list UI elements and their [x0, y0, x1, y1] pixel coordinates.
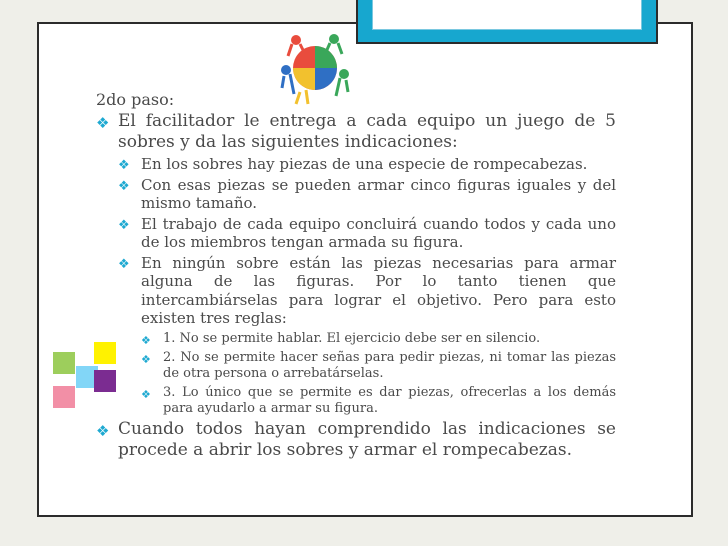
square-bullet-icon: ❖ — [96, 421, 110, 440]
square-bullet-icon: ❖ — [141, 333, 151, 347]
bullet-text: Con esas piezas se pueden armar cinco figuras iguales y del mismo tamaño. — [141, 175, 616, 212]
bullet-item-level-2 — [96, 155, 616, 174]
bullet-item-level-3 — [96, 350, 616, 382]
bullet-list — [96, 111, 616, 461]
square-bullet-icon: ❖ — [118, 158, 130, 173]
bullet-item-level-3 — [96, 385, 616, 417]
square-bullet-icon: ❖ — [96, 114, 110, 132]
slide-content — [96, 90, 616, 461]
bullet-text: 3. Lo único que se permite es dar piezas, ofrecerlas a los demás para ayudarlo a armar su figura. — [163, 384, 616, 416]
square-bullet-icon: ❖ — [118, 217, 130, 233]
slide-heading: 2do paso: — [96, 90, 175, 109]
square-bullet-icon: ❖ — [141, 352, 151, 366]
top-decoration-inner — [372, 0, 642, 30]
square-bullet-icon: ❖ — [118, 178, 130, 194]
bullet-text: Cuando todos hayan comprendido las indicaciones se procede a abrir los sobres y armar el rompecabezas. — [118, 418, 616, 460]
square-bullet-icon: ❖ — [141, 387, 151, 401]
bullet-text: En los sobres hay piezas de una especie de rompecabezas. — [141, 155, 588, 173]
bullet-item-level-1 — [96, 111, 616, 153]
bullet-item-level-2 — [96, 215, 616, 252]
bullet-item-level-2 — [96, 254, 616, 328]
bullet-item-level-1 — [96, 419, 616, 461]
bullet-text: El facilitador le entrega a cada equipo un juego de 5 sobres y da las siguientes indicaciones: — [118, 111, 616, 152]
bullet-text: En ningún sobre están las piezas necesarias para armar alguna de las figuras. Por lo tanto tienen que intercambiárselas para lograr el objetivo. Pero para esto existen tres reglas: — [141, 253, 616, 327]
bullet-text: El trabajo de cada equipo concluirá cuando todos y cada uno de los miembros tengan armada su figura. — [141, 214, 616, 251]
square-bullet-icon: ❖ — [118, 256, 130, 272]
bullet-text: 2. No se permite hacer señas para pedir piezas, ni tomar las piezas de otra persona o arrebatárselas. — [163, 349, 616, 381]
bullet-item-level-3 — [96, 331, 616, 347]
bullet-item-level-2 — [96, 176, 616, 213]
bullet-text: 1. No se permite hablar. El ejercicio debe ser en silencio. — [163, 330, 541, 346]
